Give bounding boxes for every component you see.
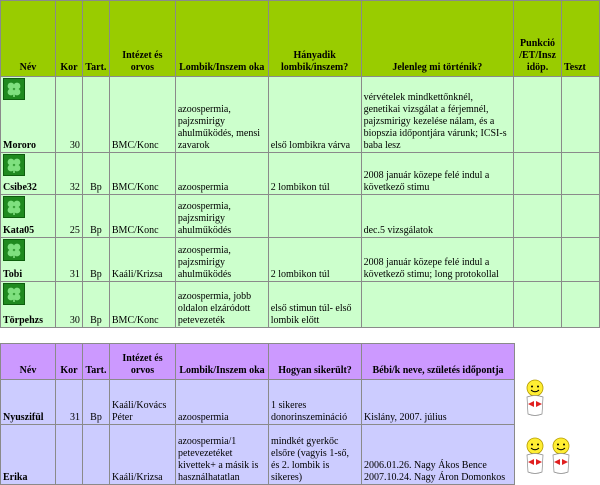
reason-cell[interactable]: azoospermia: [176, 380, 269, 425]
name-cell[interactable]: Tobi: [1, 238, 56, 282]
now-cell[interactable]: 2008 január közepe felé indul a következő stimu: [361, 153, 514, 195]
age-cell[interactable]: 31: [56, 380, 83, 425]
punkcio-cell[interactable]: [514, 195, 562, 238]
table-row: [1, 380, 515, 425]
clinic-cell[interactable]: BMC/Konc: [109, 77, 175, 153]
age-cell[interactable]: 30: [55, 282, 82, 328]
header-nev[interactable]: Név: [1, 344, 56, 380]
reason-cell[interactable]: azoospermia: [175, 153, 268, 195]
region-cell[interactable]: Bp: [83, 380, 110, 425]
age-cell[interactable]: 32: [55, 153, 82, 195]
region-cell[interactable]: Bp: [82, 153, 109, 195]
header-punkcio[interactable]: Punkció /ET/Insz idöp.: [514, 1, 562, 77]
which-cell[interactable]: első lombikra várva: [268, 77, 361, 153]
punkcio-cell[interactable]: [514, 153, 562, 195]
table-row: [1, 238, 600, 282]
name-cell[interactable]: Kata05: [1, 195, 56, 238]
clinic-cell[interactable]: BMC/Konc: [109, 282, 175, 328]
table-row: [1, 195, 600, 238]
teszt-cell[interactable]: [562, 77, 600, 153]
now-cell[interactable]: dec.5 vizsgálatok: [361, 195, 514, 238]
name-cell[interactable]: Erika: [1, 425, 56, 485]
teszt-cell[interactable]: [562, 282, 600, 328]
which-cell[interactable]: 2 lombikon túl: [268, 238, 361, 282]
table-row: [1, 77, 600, 153]
reason-cell[interactable]: azoospermia, jobb oldalon elzáródott petevezeték: [175, 282, 268, 328]
age-cell[interactable]: 25: [55, 195, 82, 238]
clinic-cell[interactable]: Kaáli/Krizsa: [109, 238, 175, 282]
teszt-cell[interactable]: [562, 238, 600, 282]
age-cell[interactable]: 30: [55, 77, 82, 153]
name-cell[interactable]: Nyuszifül: [1, 380, 56, 425]
name-cell[interactable]: Mororo: [1, 77, 56, 153]
header-hanyadik[interactable]: Hányadik lombik/inszem?: [268, 1, 361, 77]
header-kor[interactable]: Kor: [56, 344, 83, 380]
which-cell[interactable]: [268, 195, 361, 238]
smiley-baby-icon: [549, 436, 573, 476]
clinic-cell[interactable]: Kaáli/Kovács Péter: [110, 380, 176, 425]
header-nev[interactable]: Név: [1, 1, 56, 77]
reason-cell[interactable]: azoospermia/1 petevezetéket kivettek+ a másik is használhatatlan: [176, 425, 269, 485]
teszt-cell[interactable]: [562, 195, 600, 238]
header-jelenleg[interactable]: Jelenleg mi történik?: [361, 1, 514, 77]
success-stories-table: [0, 343, 515, 485]
header-intezet[interactable]: Intézet és orvos: [109, 1, 175, 77]
header-kor[interactable]: Kor: [55, 1, 82, 77]
clinic-cell[interactable]: BMC/Konc: [109, 195, 175, 238]
table-row: [1, 282, 600, 328]
age-cell[interactable]: 31: [55, 238, 82, 282]
region-cell[interactable]: [83, 425, 110, 485]
four-leaf-clover-icon: [3, 196, 25, 218]
four-leaf-clover-icon: [3, 78, 25, 100]
four-leaf-clover-icon: [3, 239, 25, 261]
baby-cell[interactable]: Kislány, 2007. július: [362, 380, 515, 425]
smiley-baby-icon: [523, 378, 547, 418]
header-tart[interactable]: Tart.: [82, 1, 109, 77]
now-cell[interactable]: [361, 282, 514, 328]
punkcio-cell[interactable]: [514, 77, 562, 153]
reason-cell[interactable]: azoospermia, pajzsmirigy ahulműködés, mensi zavarok: [175, 77, 268, 153]
which-cell[interactable]: első stimun túl- első lombik előtt: [268, 282, 361, 328]
clinic-cell[interactable]: Kaáli/Krizsa: [110, 425, 176, 485]
four-leaf-clover-icon: [3, 283, 25, 305]
region-cell[interactable]: [82, 77, 109, 153]
header-hogyan[interactable]: Hogyan sikerült?: [269, 344, 362, 380]
how-cell[interactable]: 1 sikeres donorinszemináció: [269, 380, 362, 425]
teszt-cell[interactable]: [562, 153, 600, 195]
which-cell[interactable]: 2 lombikon túl: [268, 153, 361, 195]
baby-cell[interactable]: 2006.01.26. Nagy Ákos Bence 2007.10.24. Nagy Áron Domonkos: [362, 425, 515, 485]
four-leaf-clover-icon: [3, 154, 25, 176]
header-ok[interactable]: Lombik/Inszem oka: [176, 344, 269, 380]
header-ok[interactable]: Lombik/Inszem oka: [175, 1, 268, 77]
punkcio-cell[interactable]: [514, 238, 562, 282]
reason-cell[interactable]: azoospermia, pajzsmirigy ahulműködés: [175, 195, 268, 238]
name-cell[interactable]: Törpehzs: [1, 282, 56, 328]
now-cell[interactable]: 2008 január közepe felé indul a következő stimu; long protokollal: [361, 238, 514, 282]
region-cell[interactable]: Bp: [82, 195, 109, 238]
how-cell[interactable]: mindkét gyerkőc elsőre (vagyis 1-ső, és 2. lombik is sikeres): [269, 425, 362, 485]
punkcio-cell[interactable]: [514, 282, 562, 328]
region-cell[interactable]: Bp: [82, 282, 109, 328]
header-bebi[interactable]: Bébi/k neve, születés időpontja: [362, 344, 515, 380]
table-row: [1, 153, 600, 195]
name-cell[interactable]: Csibe32: [1, 153, 56, 195]
header-intezet[interactable]: Intézet és orvos: [110, 344, 176, 380]
smiley-baby-icon: [523, 436, 547, 476]
now-cell[interactable]: vérvételek mindkettőnknél, genetikai vizsgálat a férjemnél, pajzsmirigy kezelése nálam, és a biopszia időpontjára várunk; ICSI-s baba lesz: [361, 77, 514, 153]
header-tart[interactable]: Tart.: [83, 344, 110, 380]
clinic-cell[interactable]: BMC/Konc: [109, 153, 175, 195]
table-row: [1, 425, 515, 485]
region-cell[interactable]: Bp: [82, 238, 109, 282]
header-teszt[interactable]: Teszt: [562, 1, 600, 77]
age-cell[interactable]: [56, 425, 83, 485]
reason-cell[interactable]: azoospermia, pajzsmirigy ahulműködés: [175, 238, 268, 282]
